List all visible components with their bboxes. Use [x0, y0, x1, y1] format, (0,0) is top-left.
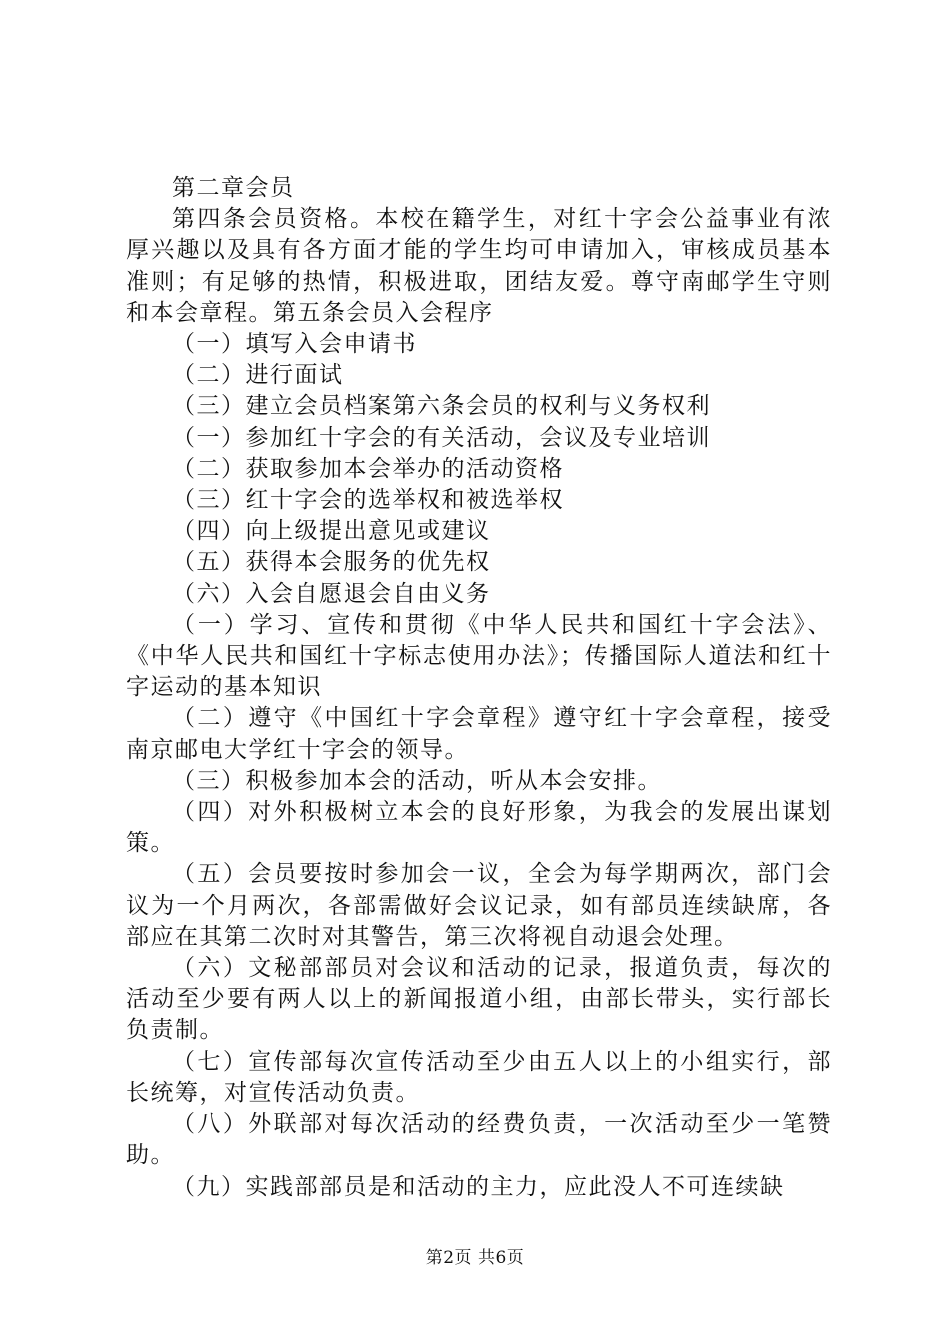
list-item: （三）建立会员档案第六条会员的权利与义务权利	[172, 393, 711, 420]
list-item: （六）入会自愿退会自由义务	[172, 580, 491, 607]
list-item: （八）外联部对每次活动的经费负责，一次活动至少一笔赞助。	[126, 1111, 832, 1169]
list-item: （四）向上级提出意见或建议	[172, 518, 491, 545]
paragraph: 第四条会员资格。本校在籍学生，对红十字会公益事业有浓厚兴趣以及具有各方面才能的学生均可申请加入，审核成员基本准则；有足够的热情，积极进取，团结友爱。尊守南邮学生守则和本会章程。第五条会员入会程序	[126, 206, 832, 326]
list-item: （一）学习、宣传和贯彻《中华人民共和国红十字会法》、《中华人民共和国红十字标志使用办法》；传播国际人道法和红十字运动的基本知识	[126, 611, 832, 701]
page-number: 第2页 共6页	[425, 1248, 525, 1268]
list-item: （三）红十字会的选举权和被选举权	[172, 487, 564, 514]
list-item: （七）宣传部每次宣传活动至少由五人以上的小组实行，部长统筹，对宣传活动负责。	[126, 1048, 832, 1106]
document-body	[126, 173, 832, 1203]
list-item: （四）对外积极树立本会的良好形象，为我会的发展出谋划策。	[126, 799, 832, 857]
list-item: （二）进行面试	[172, 362, 344, 389]
list-item: （九）实践部部员是和活动的主力，应此没人不可连续缺	[172, 1173, 785, 1200]
list-item: （二）获取参加本会举办的活动资格	[172, 455, 564, 482]
list-item: （五）获得本会服务的优先权	[172, 549, 491, 576]
list-item: （二）遵守《中国红十字会章程》遵守红十字会章程，接受南京邮电大学红十字会的领导。	[126, 705, 832, 763]
list-item: （六）文秘部部员对会议和活动的记录，报道负责，每次的活动至少要有两人以上的新闻报道小组，由部长带头，实行部长负责制。	[126, 955, 832, 1044]
list-item: （五）会员要按时参加会一议，全会为每学期两次，部门会议为一个月两次，各部需做好会议记录，如有部员连续缺席，各部应在其第二次时对其警告，第三次将视自动退会处理。	[126, 861, 832, 950]
chapter-heading: 第二章会员	[172, 175, 295, 201]
list-item: （三）积极参加本会的活动，听从本会安排。	[172, 767, 662, 794]
list-item: （一）填写入会申请书	[172, 331, 417, 358]
list-item: （一）参加红十字会的有关活动，会议及专业培训	[172, 424, 711, 451]
